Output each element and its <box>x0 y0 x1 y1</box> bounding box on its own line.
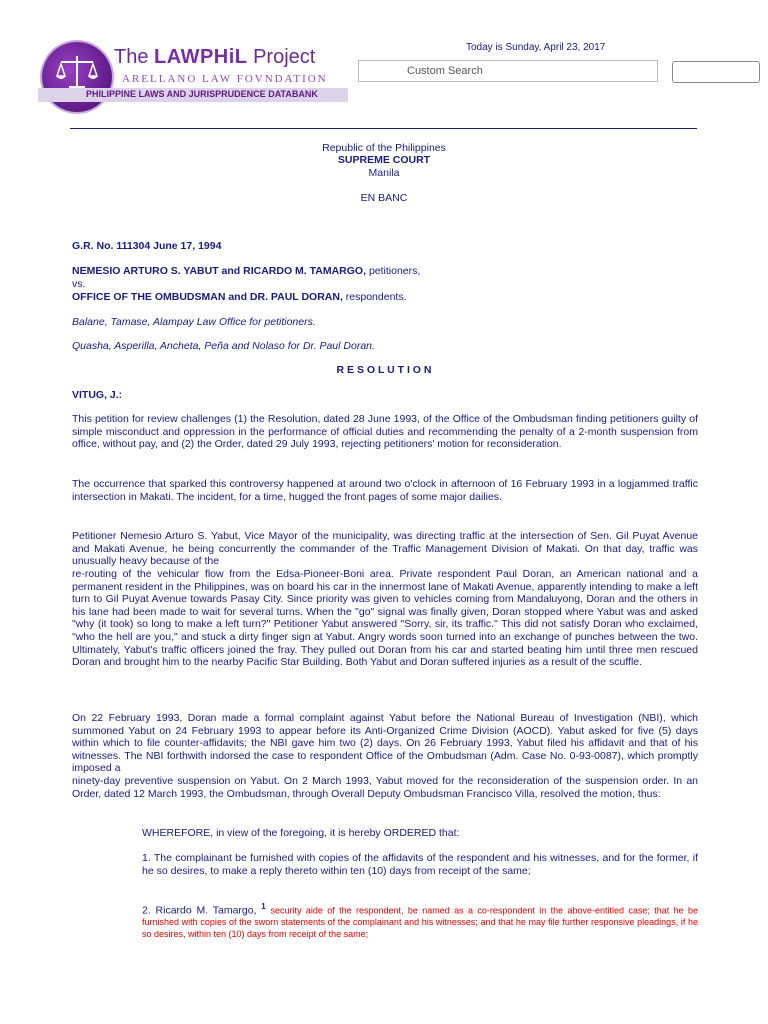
republic-line: Republic of the Philippines <box>322 142 446 154</box>
site-title <box>114 46 315 69</box>
respondents-line <box>72 291 698 304</box>
respondents-names: OFFICE OF THE OMBUDSMAN and DR. PAUL DORAN, <box>72 291 343 303</box>
quote-1: WHEREFORE, in view of the foregoing, it is hereby ORDERED that: <box>142 827 460 839</box>
court-city: Manila <box>368 167 400 179</box>
paragraph-1: This petition for review challenges (1) the Resolution, dated 28 June 1993, of the Office of the Ombudsman finding petitioners guilty of simple misconduct and oppression in the performance of official duties and recommending the penalty of a 2-month suspension from office, without pay, and (2) the Order, dated 29 July 1993, rejecting petitioners' motion for reconsideration. <box>72 413 698 451</box>
search-button[interactable] <box>672 61 760 83</box>
title-name: LAWPHiL <box>154 46 248 68</box>
case-number: G.R. No. 111304 June 17, 1994 <box>72 240 222 252</box>
quote-3 <box>142 901 698 940</box>
court-division: EN BANC <box>360 192 408 204</box>
court-name: SUPREME COURT <box>337 154 431 166</box>
quote-3-rest: security aide of the respondent, be named as a co-respondent in the above-entitled case; that he be furnished with copies of the sworn statements of the complainant and his witnesses; and that he may file further responsive pleadings, if he so desires, within ten (10) days from receipt of the same; <box>142 905 699 939</box>
search-input[interactable] <box>358 60 658 82</box>
title-prefix: The <box>114 46 149 68</box>
quote-3-lead: 2. Ricardo M. Tamargo, <box>142 904 257 917</box>
counsel-respondent: Quasha, Asperilla, Ancheta, Peña and Nolaso for Dr. Paul Doran. <box>72 340 375 352</box>
petitioners-names: NEMESIO ARTURO S. YABUT and RICARDO M. TAMARGO, <box>72 265 367 277</box>
paragraph-3b: re-routing of the vehicular flow from the Edsa-Pioneer-Boni area. Private respondent Paul Doran, an American national and a permanent resident in the Philippines, was on board his car in the innermost lane of Makati Avenue, apparently intending to make a left turn to Gil Puyat Avenue towards Pasay City. Since priority was given to vehicles coming from Mandaluyong, Doran and the others in his lane had been made to wait for several turns. When the "go" signal was finally given, Doran stopped where Yabut was and asked "why (it took) so long to make a left turn?" Petitioner Yabut answered "Sorry, sir, its traffic." This did not satisfy Doran who exclaimed, "who the hell are you," and stuck a dirty finger sign at Yabut. Angry words soon turned into an exchange of punches between the two. Ultimately, Yabut's traffic officers joined the fray. They pulled out Doran from his car and started beating him until three men rescued Doran and brought him to the nearby Pacific Star Building. Both Yabut and Doran suffered injuries as a result of the scuffle. <box>72 568 698 669</box>
today-date: Today is Sunday, April 23, 2017 <box>466 42 606 53</box>
paragraph-4b: ninety-day preventive suspension on Yabut. On 2 March 1993, Yabut moved for the reconsideration of the suspension order. In an Order, dated 12 March 1993, the Ombudsman, through Overall Deputy Ombudsman Francisco Villa, resolved the motion, thus: <box>72 775 698 800</box>
databank-label: PHILIPPINE LAWS AND JURISPRUDENCE DATABANK <box>86 89 318 99</box>
paragraph-2: The occurrence that sparked this controversy happened at around two o'clock in afternoon of 16 February 1993 in a logjammed traffic intersection in Makati. The incident, for a time, hugged the front pages of some major dailies. <box>72 478 698 503</box>
versus: vs. <box>72 278 86 290</box>
search-placeholder: Custom Search <box>407 65 483 77</box>
header-divider <box>70 128 697 129</box>
respondents-role: respondents. <box>345 291 407 303</box>
quote-2: 1. The complainant be furnished with copies of the affidavits of the respondent and his witnesses, and for the former, if he so desires, to make a reply thereto within ten (10) days from receipt of the same; <box>142 852 698 877</box>
paragraph-4a: On 22 February 1993, Doran made a formal complaint against Yabut before the National Bureau of Investigation (NBI), which summoned Yabut on 24 February 1993 to appear before its Anti-Organized Crime Division (AOCD). Yabut asked for five (5) days within which to file counter-affidavits; the NBI gave him two (2) days. On 26 February 1993, Yabut filed his affidavit and that of his witnesses. The NBI forthwith indorsed the case to respondent Office of the Ombudsman (Adm. Case No. 0-93-0087), which promptly imposed a <box>72 712 698 775</box>
site-subtitle: ARELLANO LAW FOVNDATION <box>122 73 328 85</box>
title-suffix: Project <box>253 46 316 68</box>
paragraph-3a: Petitioner Nemesio Arturo S. Yabut, Vice Mayor of the municipality, was directing traffic at the intersection of Sen. Gil Puyat Avenue and Makati Avenue, he being concurrently the commander of the Traffic Management Division of Makati. On that day, traffic was unusually heavy because of the <box>72 530 698 568</box>
counsel-petitioners: Balane, Tamase, Alampay Law Office for petitioners. <box>72 316 316 328</box>
document-type: R E S O L U T I O N <box>336 364 432 376</box>
footnote-link[interactable]: 1 <box>261 902 266 911</box>
databank-banner <box>38 88 348 102</box>
ponente: VITUG, J.: <box>72 389 123 401</box>
scales-of-justice-icon <box>55 52 99 92</box>
petitioners-line <box>72 265 698 278</box>
petitioners-role: petitioners, <box>368 265 421 277</box>
